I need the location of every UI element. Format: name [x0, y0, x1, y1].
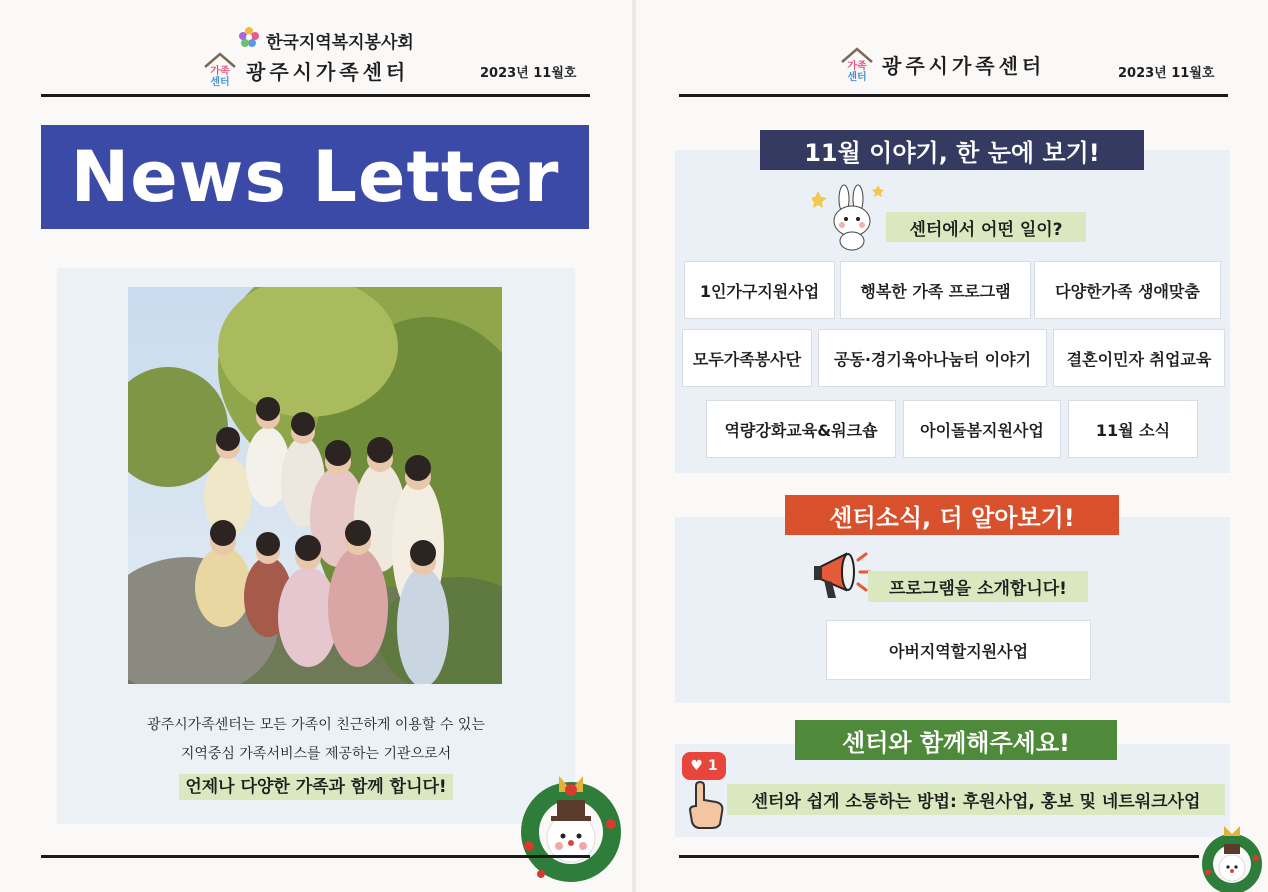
intro-line-2: 지역중심 가족서비스를 제공하는 기관으로서: [180, 746, 452, 762]
item-chip[interactable]: 11월 소식: [1068, 400, 1198, 458]
intro-highlight: 언제나 다양한 가족과 함께 합니다!: [179, 774, 452, 800]
logo-text-1: 가족: [847, 61, 867, 72]
group-photo: [128, 287, 502, 684]
item-chip[interactable]: 아버지역할지원사업: [826, 620, 1091, 680]
bunny-icon: [812, 181, 892, 251]
header-rule: [679, 94, 1228, 97]
item-chip[interactable]: 1인가구지원사업: [684, 261, 835, 319]
section-title-3: 센터와 함께해주세요!: [795, 720, 1117, 760]
header-rule: [41, 94, 590, 97]
intro-line-1: 광주시가족센터는 모든 가족이 친근하게 이용할 수 있는: [147, 717, 485, 733]
section2-subhead: 프로그램을 소개합니다!: [868, 571, 1088, 602]
banner-title: News Letter: [70, 136, 560, 218]
item-chip[interactable]: 다양한가족 생애맞춤: [1034, 261, 1221, 319]
heart-glyph: ♥: [690, 758, 703, 774]
footer-rule: [41, 855, 590, 858]
org-name: 한국지역복지봉사회: [266, 33, 414, 53]
issue-label: 2023년 11월호: [480, 66, 577, 81]
item-chip[interactable]: 행복한 가족 프로그램: [840, 261, 1031, 319]
wreath-snowman-icon: [1196, 822, 1268, 892]
issue-label: 2023년 11월호: [1118, 66, 1215, 81]
notification-count: 1: [707, 758, 718, 774]
footer-rule: [679, 855, 1199, 858]
house-logo-icon: [838, 45, 876, 83]
flower-logo-icon: [238, 26, 260, 48]
center-name: 광주시가족센터: [246, 60, 410, 84]
section1-subhead: 센터에서 어떤 일이?: [886, 212, 1086, 242]
item-chip[interactable]: 역량강화교육&워크숍: [706, 400, 896, 458]
center-name: 광주시가족센터: [882, 54, 1046, 78]
item-chip[interactable]: 모두가족봉사단: [682, 329, 812, 387]
megaphone-icon: [812, 546, 872, 604]
pointing-hand-icon: [686, 780, 728, 830]
item-chip[interactable]: 결혼이민자 취업교육: [1053, 329, 1225, 387]
section-title-1: 11월 이야기, 한 눈에 보기!: [760, 130, 1144, 170]
item-chip[interactable]: 아이돌봄지원사업: [903, 400, 1061, 458]
section-title-2: 센터소식, 더 알아보기!: [785, 495, 1119, 535]
section3-subhead: 센터와 쉽게 소통하는 방법: 후원사업, 홍보 및 네트워크사업: [727, 784, 1225, 815]
item-chip[interactable]: 공동·경기육아나눔터 이야기: [818, 329, 1047, 387]
newsletter-banner: [41, 125, 589, 229]
house-logo-icon: [201, 50, 239, 88]
heart-notification-icon: [682, 752, 726, 780]
logo-text-2: 센터: [847, 72, 867, 83]
logo-text-1: 가족: [210, 66, 230, 77]
logo-text-2: 센터: [210, 77, 230, 88]
wreath-snowman-icon: [511, 766, 631, 888]
